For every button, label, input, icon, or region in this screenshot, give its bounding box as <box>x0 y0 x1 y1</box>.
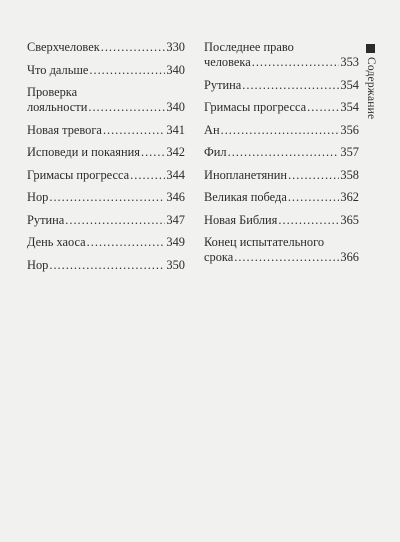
toc-entry <box>27 85 185 115</box>
dot-leader <box>103 123 165 138</box>
dot-leader <box>242 78 339 93</box>
dot-leader <box>288 168 339 183</box>
toc-entry-title: Рутина <box>27 212 65 227</box>
dot-leader <box>87 235 166 250</box>
dot-leader <box>228 145 340 160</box>
toc-entry-title: Сверхчеловек <box>27 40 100 54</box>
square-marker-icon <box>366 44 375 53</box>
dot-leader <box>288 190 340 205</box>
toc-entry-title: Гримасы прогресса <box>204 100 307 114</box>
toc-right-column <box>204 40 359 273</box>
toc-entry-page: 353 <box>340 55 359 69</box>
dot-leader <box>141 145 165 160</box>
toc-entry-title-continuation: человека <box>204 55 251 69</box>
toc-entry-title: Фил <box>204 145 227 159</box>
toc-entry-title: Ан <box>204 122 220 137</box>
toc-entry-page: 340 <box>166 62 185 77</box>
dot-leader <box>65 213 165 228</box>
toc-entry-page: 344 <box>166 167 185 182</box>
toc-entry-title: Конец испытательного <box>204 235 325 249</box>
toc-entry <box>204 100 359 115</box>
toc-entry-title-continuation: лояльности <box>27 100 88 114</box>
toc-entry-title: Исповеди и покаяния <box>27 145 140 159</box>
toc-entry <box>27 63 185 78</box>
toc-entry-page: 366 <box>340 250 359 264</box>
toc-entry-title: Что дальше <box>27 62 89 77</box>
dot-leader <box>130 168 165 183</box>
toc-entry <box>27 258 185 273</box>
toc-entry-title: Инопланетянин <box>204 167 288 182</box>
dot-leader <box>234 250 339 265</box>
toc-entry <box>204 123 359 138</box>
toc-entry-title: Нор <box>27 257 49 272</box>
toc-entry-title: Рутина <box>204 77 242 92</box>
dot-leader <box>101 40 166 55</box>
dot-leader <box>307 100 339 115</box>
toc-entry-page: 362 <box>340 190 359 204</box>
toc-entry-page: 356 <box>340 122 359 137</box>
toc-entry <box>204 190 359 205</box>
toc-entry-page: 340 <box>166 100 185 114</box>
toc-entry-page: 358 <box>340 167 359 182</box>
toc-entry <box>27 123 185 138</box>
running-header <box>366 44 377 119</box>
toc-entry-page: 350 <box>166 257 185 272</box>
toc-entry-title: Гримасы прогресса <box>27 167 130 182</box>
dot-leader <box>89 63 165 78</box>
toc-entry <box>27 213 185 228</box>
toc-entry <box>27 145 185 160</box>
toc-left-column <box>27 40 185 280</box>
dot-leader <box>252 55 340 70</box>
toc-entry-page: 354 <box>340 77 359 92</box>
toc-entry-title: Новая тревога <box>27 122 102 137</box>
toc-entry <box>204 40 359 70</box>
toc-entry-page: 346 <box>166 190 185 204</box>
toc-entry <box>204 213 359 228</box>
toc-entry-page: 341 <box>166 122 185 137</box>
toc-entry-title: День хаоса <box>27 235 86 249</box>
toc-entry-page: 349 <box>166 235 185 249</box>
toc-entry <box>204 145 359 160</box>
toc-entry-title: Великая победа <box>204 190 287 204</box>
toc-entry-page: 347 <box>166 212 185 227</box>
toc-entry <box>27 190 185 205</box>
toc-entry-title: Последнее право <box>204 40 294 54</box>
dot-leader <box>88 100 165 115</box>
dot-leader <box>221 123 340 138</box>
toc-entry <box>204 168 359 183</box>
dot-leader <box>49 258 165 273</box>
toc-entry-title: Проверка <box>27 85 78 99</box>
toc-entry <box>204 78 359 93</box>
dot-leader <box>49 190 165 205</box>
toc-entry-title: Новая Библия <box>204 212 278 227</box>
toc-entry-page: 342 <box>166 145 185 159</box>
toc-entry-page: 354 <box>340 100 359 114</box>
toc-entry-title: Нор <box>27 190 49 204</box>
dot-leader <box>278 213 339 228</box>
toc-entry <box>27 235 185 250</box>
toc-entry-page: 357 <box>340 145 359 159</box>
toc-entry-page: 365 <box>340 212 359 227</box>
toc-entry-title-continuation: срока <box>204 250 234 264</box>
running-title: Содержание <box>365 57 377 120</box>
toc-entry <box>27 40 185 55</box>
toc-entry-page: 330 <box>166 40 185 54</box>
toc-entry <box>27 168 185 183</box>
toc-entry <box>204 235 359 265</box>
